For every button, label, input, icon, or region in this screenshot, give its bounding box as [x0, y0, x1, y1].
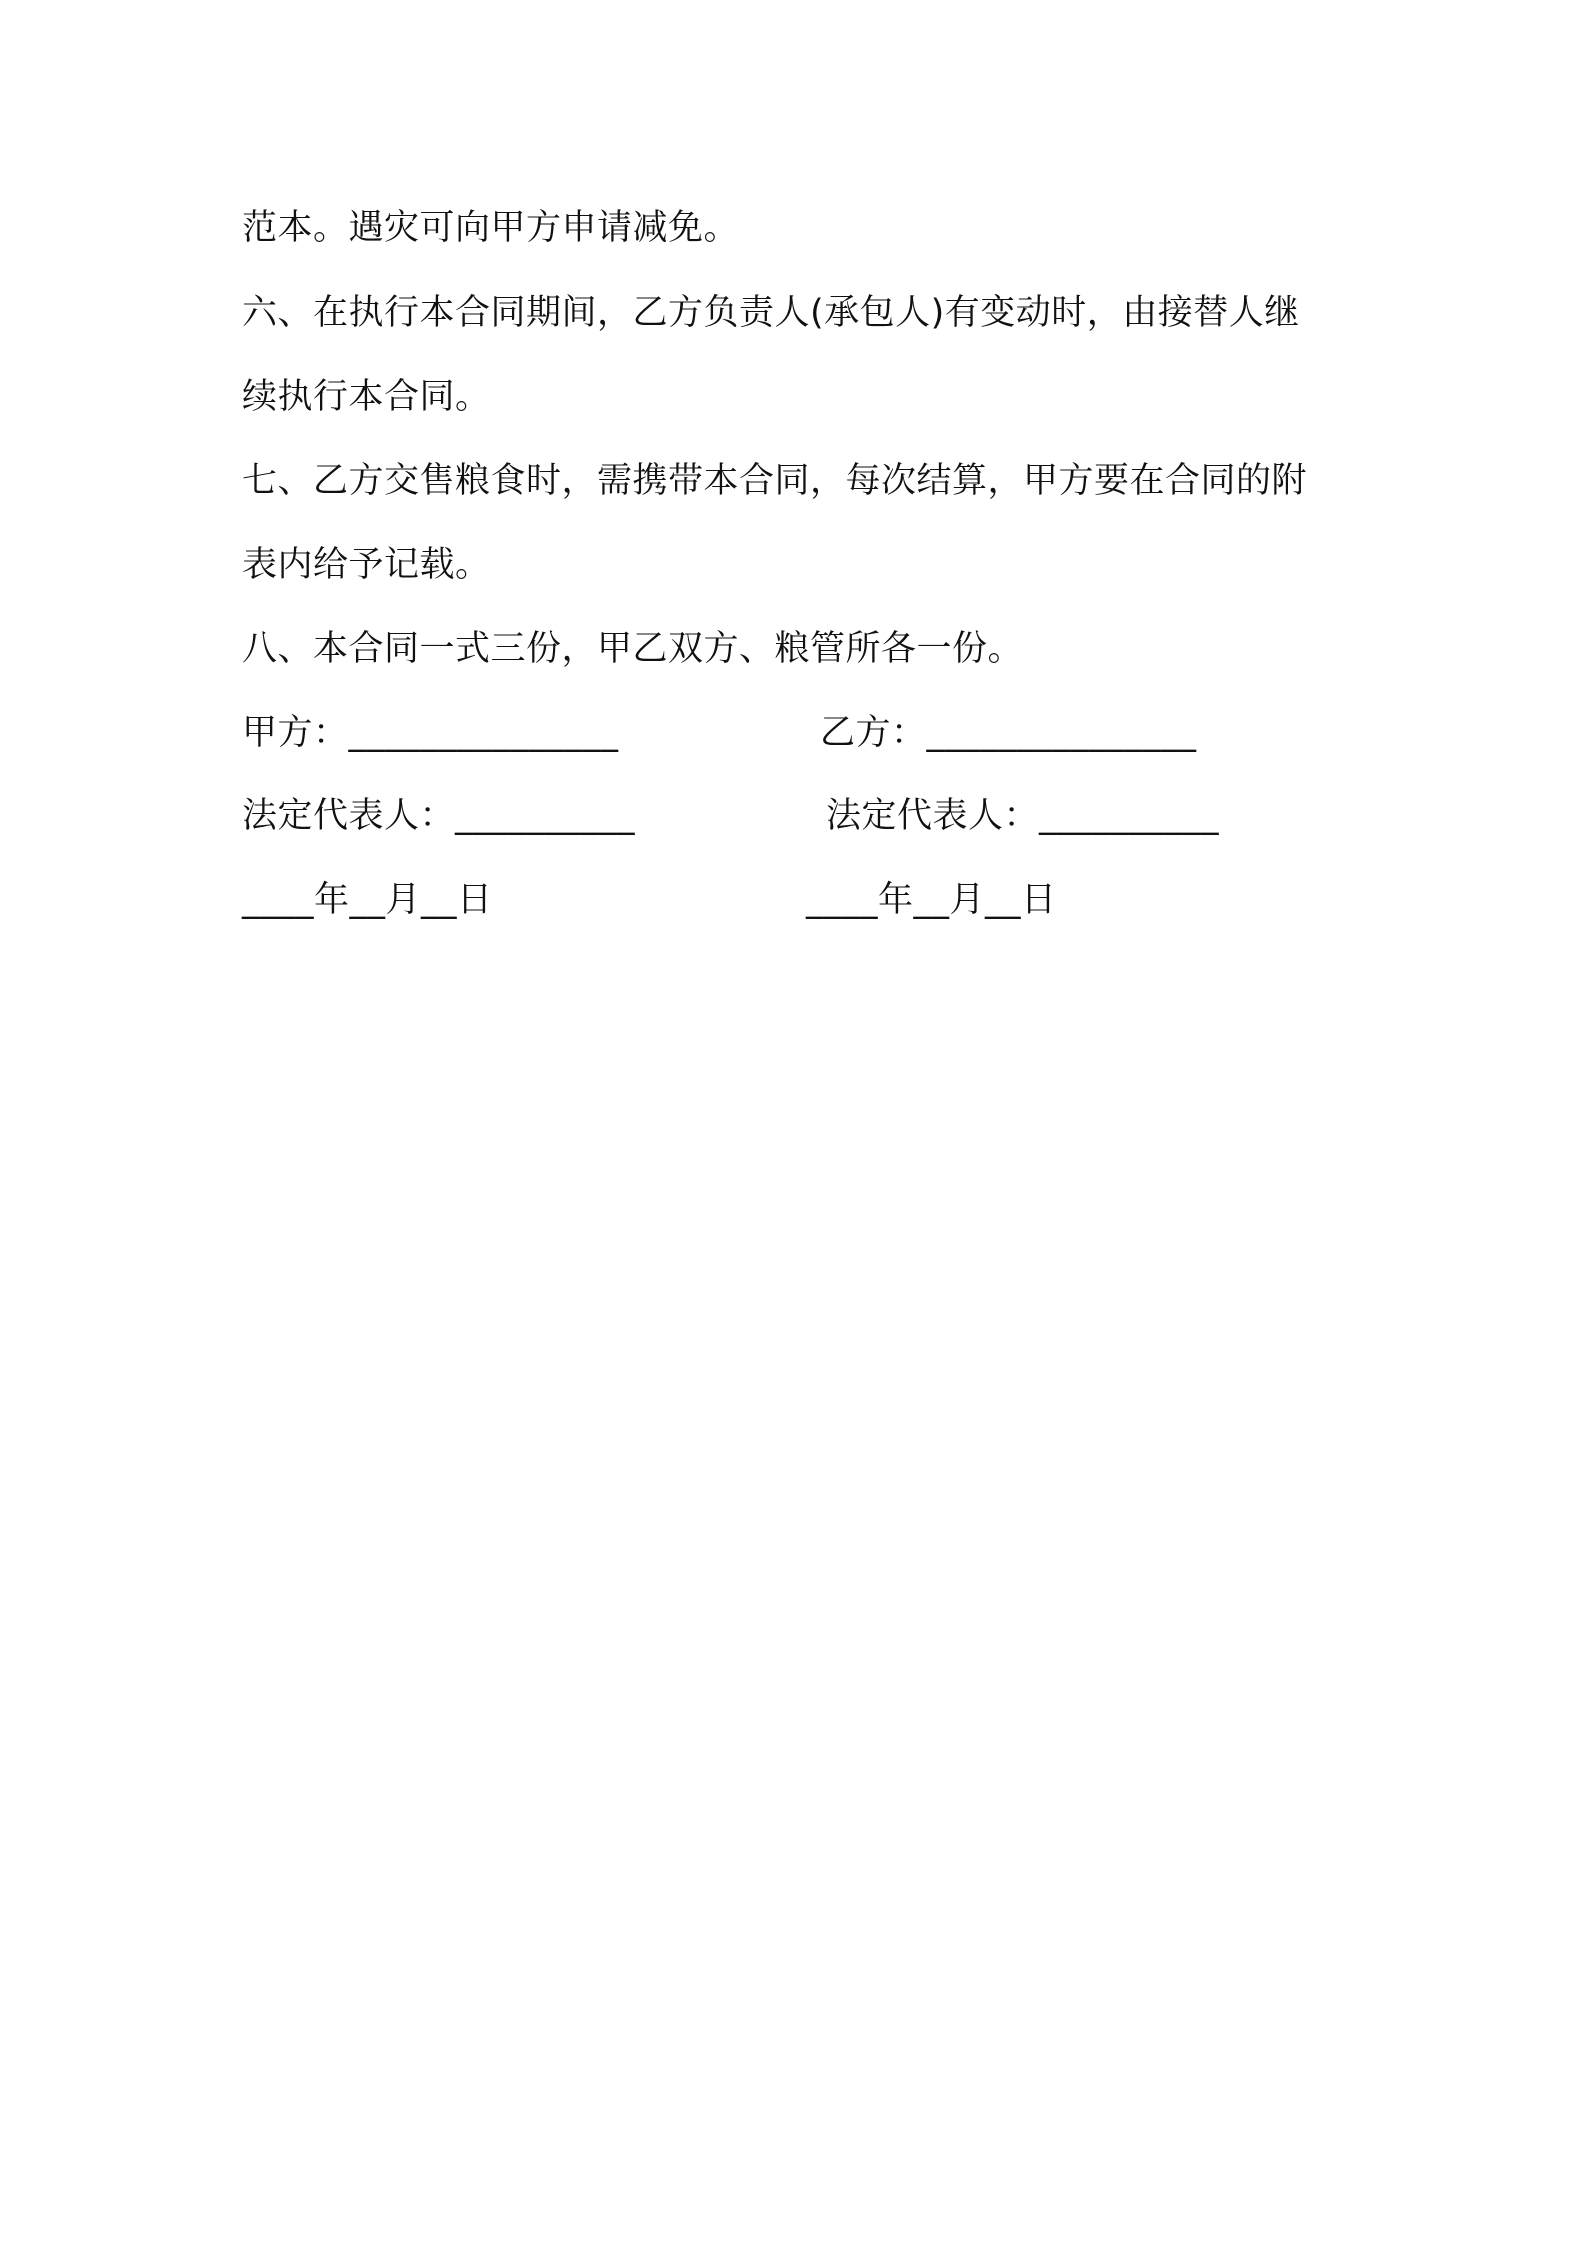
paragraph-line-3: 续执行本合同。	[242, 377, 491, 417]
date-a: ____年__月__日	[242, 880, 493, 920]
paragraph-line-2: 六、在执行本合同期间，乙方负责人(承包人)有变动时，由接替人继	[242, 293, 1300, 333]
party-b-signature: 乙方：_______________	[820, 713, 1197, 753]
paragraph-line-1: 范本。遇灾可向甲方申请减免。	[242, 208, 740, 248]
date-b: ____年__月__日	[806, 880, 1057, 920]
rep-b-signature: 法定代表人：__________	[826, 796, 1220, 836]
party-a-signature: 甲方：_______________	[242, 713, 619, 753]
paragraph-line-4: 七、乙方交售粮食时，需携带本合同，每次结算，甲方要在合同的附	[242, 461, 1308, 501]
paragraph-line-5: 表内给予记载。	[242, 545, 491, 585]
rep-a-signature: 法定代表人：__________	[242, 796, 636, 836]
paragraph-line-6: 八、本合同一式三份，甲乙双方、粮管所各一份。	[242, 629, 1024, 669]
